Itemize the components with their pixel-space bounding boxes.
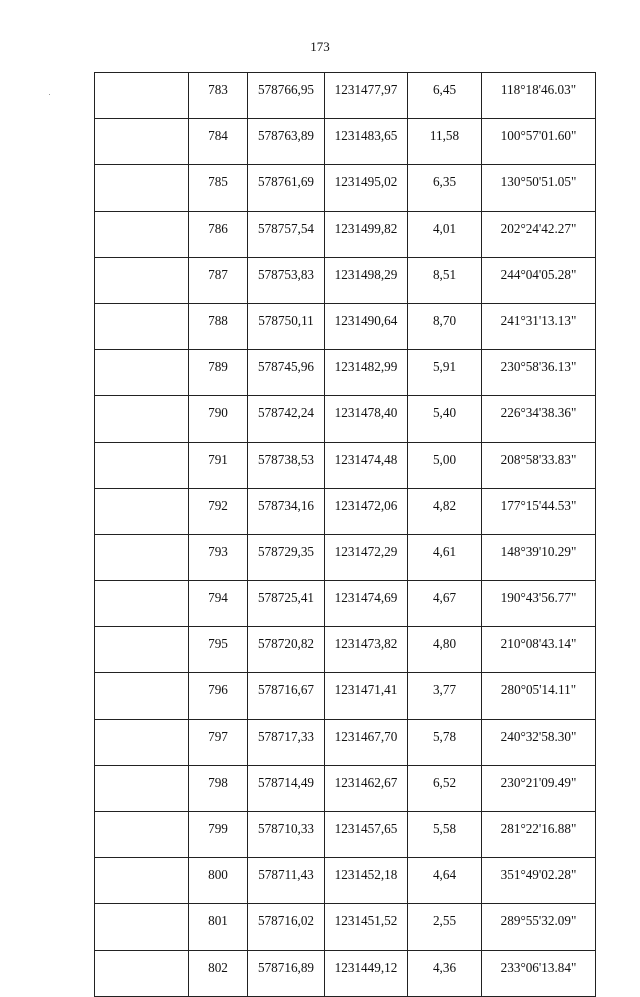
x-coordinate-cell: 578725,41 — [248, 581, 325, 627]
bearing-angle-cell: 281°22'16.88" — [482, 812, 596, 858]
point-number-cell: 796 — [189, 673, 248, 719]
x-coordinate-cell: 578738,53 — [248, 442, 325, 488]
blank-cell — [95, 581, 189, 627]
y-coordinate-cell: 1231474,48 — [325, 442, 408, 488]
bearing-angle-cell: 148°39'10.29" — [482, 534, 596, 580]
y-coordinate-cell: 1231482,99 — [325, 350, 408, 396]
y-coordinate-cell: 1231471,41 — [325, 673, 408, 719]
y-coordinate-cell: 1231499,82 — [325, 211, 408, 257]
x-coordinate-cell: 578763,89 — [248, 119, 325, 165]
distance-cell: 3,77 — [408, 673, 482, 719]
y-coordinate-cell: 1231474,69 — [325, 581, 408, 627]
bearing-angle-cell: 190°43'56.77" — [482, 581, 596, 627]
distance-cell: 5,00 — [408, 442, 482, 488]
point-number-cell: 783 — [189, 73, 248, 119]
x-coordinate-cell: 578766,95 — [248, 73, 325, 119]
bearing-angle-cell: 202°24'42.27" — [482, 211, 596, 257]
table-row — [95, 858, 596, 904]
point-number-cell: 791 — [189, 442, 248, 488]
y-coordinate-cell: 1231452,18 — [325, 858, 408, 904]
blank-cell — [95, 488, 189, 534]
point-number-cell: 794 — [189, 581, 248, 627]
point-number-cell: 797 — [189, 719, 248, 765]
distance-cell: 4,01 — [408, 211, 482, 257]
point-number-cell: 789 — [189, 350, 248, 396]
blank-cell — [95, 442, 189, 488]
bearing-angle-cell: 100°57'01.60" — [482, 119, 596, 165]
bearing-angle-cell: 280°05'14.11" — [482, 673, 596, 719]
x-coordinate-cell: 578714,49 — [248, 765, 325, 811]
y-coordinate-cell: 1231449,12 — [325, 950, 408, 996]
x-coordinate-cell: 578753,83 — [248, 257, 325, 303]
table-row — [95, 765, 596, 811]
table-row — [95, 950, 596, 996]
point-number-cell: 785 — [189, 165, 248, 211]
bearing-angle-cell: 240°32'58.30" — [482, 719, 596, 765]
distance-cell: 4,36 — [408, 950, 482, 996]
distance-cell: 8,70 — [408, 303, 482, 349]
x-coordinate-cell: 578761,69 — [248, 165, 325, 211]
table-row — [95, 73, 596, 119]
point-number-cell: 798 — [189, 765, 248, 811]
table-row — [95, 488, 596, 534]
y-coordinate-cell: 1231478,40 — [325, 396, 408, 442]
y-coordinate-cell: 1231467,70 — [325, 719, 408, 765]
y-coordinate-cell: 1231498,29 — [325, 257, 408, 303]
point-number-cell: 799 — [189, 812, 248, 858]
distance-cell: 5,78 — [408, 719, 482, 765]
table-row — [95, 627, 596, 673]
x-coordinate-cell: 578729,35 — [248, 534, 325, 580]
table-row — [95, 211, 596, 257]
distance-cell: 11,58 — [408, 119, 482, 165]
bearing-angle-cell: 241°31'13.13" — [482, 303, 596, 349]
y-coordinate-cell: 1231483,65 — [325, 119, 408, 165]
point-number-cell: 795 — [189, 627, 248, 673]
distance-cell: 5,91 — [408, 350, 482, 396]
table-row — [95, 350, 596, 396]
x-coordinate-cell: 578711,43 — [248, 858, 325, 904]
x-coordinate-cell: 578716,89 — [248, 950, 325, 996]
y-coordinate-cell: 1231473,82 — [325, 627, 408, 673]
point-number-cell: 800 — [189, 858, 248, 904]
blank-cell — [95, 350, 189, 396]
table-row — [95, 119, 596, 165]
x-coordinate-cell: 578710,33 — [248, 812, 325, 858]
blank-cell — [95, 673, 189, 719]
coordinates-table — [94, 72, 596, 997]
y-coordinate-cell: 1231462,67 — [325, 765, 408, 811]
blank-cell — [95, 904, 189, 950]
blank-cell — [95, 950, 189, 996]
point-number-cell: 801 — [189, 904, 248, 950]
scan-speck — [49, 94, 50, 95]
table-row — [95, 719, 596, 765]
distance-cell: 6,52 — [408, 765, 482, 811]
table-row — [95, 812, 596, 858]
bearing-angle-cell: 233°06'13.84" — [482, 950, 596, 996]
table-row — [95, 581, 596, 627]
distance-cell: 4,82 — [408, 488, 482, 534]
x-coordinate-cell: 578734,16 — [248, 488, 325, 534]
distance-cell: 2,55 — [408, 904, 482, 950]
table-row — [95, 904, 596, 950]
table-row — [95, 534, 596, 580]
coordinates-table-body — [95, 73, 596, 997]
x-coordinate-cell: 578720,82 — [248, 627, 325, 673]
point-number-cell: 793 — [189, 534, 248, 580]
distance-cell: 8,51 — [408, 257, 482, 303]
table-row — [95, 396, 596, 442]
point-number-cell: 786 — [189, 211, 248, 257]
bearing-angle-cell: 118°18'46.03" — [482, 73, 596, 119]
distance-cell: 6,45 — [408, 73, 482, 119]
distance-cell: 6,35 — [408, 165, 482, 211]
x-coordinate-cell: 578716,67 — [248, 673, 325, 719]
blank-cell — [95, 257, 189, 303]
distance-cell: 4,80 — [408, 627, 482, 673]
bearing-angle-cell: 210°08'43.14" — [482, 627, 596, 673]
blank-cell — [95, 211, 189, 257]
bearing-angle-cell: 289°55'32.09" — [482, 904, 596, 950]
table-row — [95, 303, 596, 349]
bearing-angle-cell: 244°04'05.28" — [482, 257, 596, 303]
blank-cell — [95, 627, 189, 673]
x-coordinate-cell: 578757,54 — [248, 211, 325, 257]
y-coordinate-cell: 1231477,97 — [325, 73, 408, 119]
bearing-angle-cell: 177°15'44.53" — [482, 488, 596, 534]
y-coordinate-cell: 1231472,29 — [325, 534, 408, 580]
blank-cell — [95, 812, 189, 858]
blank-cell — [95, 765, 189, 811]
distance-cell: 4,61 — [408, 534, 482, 580]
blank-cell — [95, 73, 189, 119]
blank-cell — [95, 303, 189, 349]
table-row — [95, 165, 596, 211]
x-coordinate-cell: 578716,02 — [248, 904, 325, 950]
blank-cell — [95, 396, 189, 442]
bearing-angle-cell: 230°58'36.13" — [482, 350, 596, 396]
blank-cell — [95, 165, 189, 211]
bearing-angle-cell: 230°21'09.49" — [482, 765, 596, 811]
x-coordinate-cell: 578745,96 — [248, 350, 325, 396]
bearing-angle-cell: 130°50'51.05" — [482, 165, 596, 211]
table-row — [95, 257, 596, 303]
point-number-cell: 802 — [189, 950, 248, 996]
bearing-angle-cell: 351°49'02.28" — [482, 858, 596, 904]
distance-cell: 4,67 — [408, 581, 482, 627]
blank-cell — [95, 719, 189, 765]
y-coordinate-cell: 1231495,02 — [325, 165, 408, 211]
blank-cell — [95, 534, 189, 580]
point-number-cell: 784 — [189, 119, 248, 165]
bearing-angle-cell: 226°34'38.36" — [482, 396, 596, 442]
table-row — [95, 442, 596, 488]
x-coordinate-cell: 578742,24 — [248, 396, 325, 442]
point-number-cell: 790 — [189, 396, 248, 442]
y-coordinate-cell: 1231457,65 — [325, 812, 408, 858]
y-coordinate-cell: 1231490,64 — [325, 303, 408, 349]
blank-cell — [95, 858, 189, 904]
y-coordinate-cell: 1231451,52 — [325, 904, 408, 950]
distance-cell: 4,64 — [408, 858, 482, 904]
blank-cell — [95, 119, 189, 165]
bearing-angle-cell: 208°58'33.83" — [482, 442, 596, 488]
y-coordinate-cell: 1231472,06 — [325, 488, 408, 534]
x-coordinate-cell: 578717,33 — [248, 719, 325, 765]
point-number-cell: 788 — [189, 303, 248, 349]
x-coordinate-cell: 578750,11 — [248, 303, 325, 349]
page-number: 173 — [310, 39, 330, 54]
distance-cell: 5,58 — [408, 812, 482, 858]
table-row — [95, 673, 596, 719]
point-number-cell: 787 — [189, 257, 248, 303]
distance-cell: 5,40 — [408, 396, 482, 442]
point-number-cell: 792 — [189, 488, 248, 534]
